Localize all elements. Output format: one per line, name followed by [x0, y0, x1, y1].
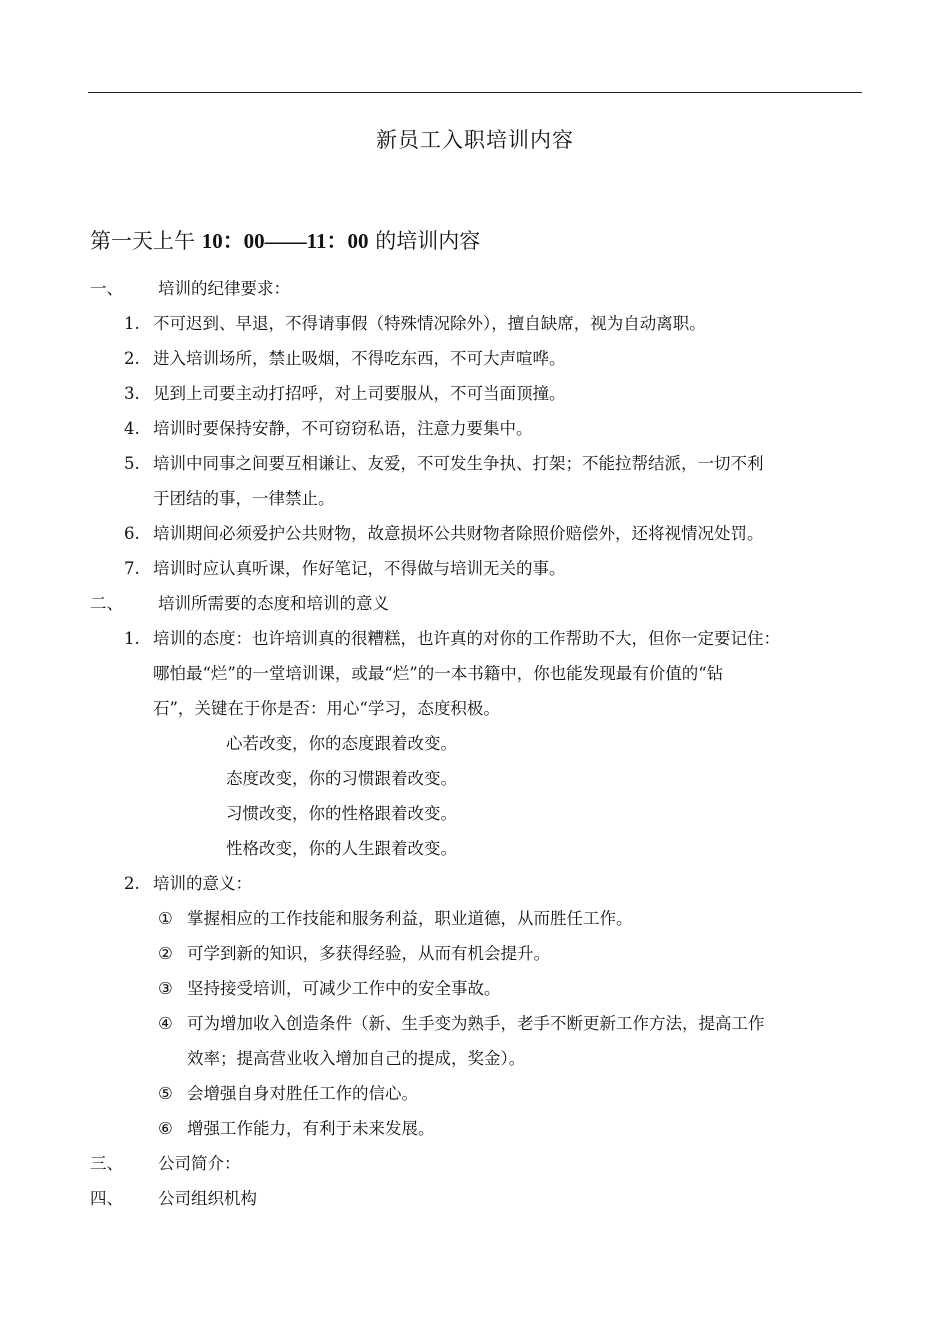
list-item-number: 4.	[124, 419, 140, 438]
benefit-number: ③	[158, 979, 173, 998]
benefit-number: ④	[158, 1014, 173, 1033]
section-2-title: 培训所需要的态度和培训的意义	[158, 594, 389, 613]
benefit-text: 掌握相应的工作技能和服务利益，职业道德，从而胜任工作。	[187, 909, 633, 928]
list-item-number: 1.	[124, 629, 140, 648]
list-item-continuation: 哪怕最“烂”的一堂培训课，或最“烂”的一本书籍中，你也能发现最有价值的“钻	[153, 664, 724, 683]
benefit-number: ②	[158, 944, 173, 963]
list-item-number: 3.	[124, 384, 140, 403]
list-item-number: 6.	[124, 524, 140, 543]
list-item-text: 培训时应认真听课，作好笔记，不得做与培训无关的事。	[153, 559, 566, 578]
benefit-text: 可学到新的知识，多获得经验，从而有机会提升。	[187, 944, 550, 963]
motto-line: 性格改变，你的人生跟着改变。	[226, 839, 457, 858]
list-item-text: 培训时要保持安静，不可窃窃私语，注意力要集中。	[153, 419, 533, 438]
section-2-number: 二、	[90, 594, 123, 613]
list-item-text-line-1: 培训中同事之间要互相谦让、友爱，不可发生争执、打架；不能拉帮结派，一切不利	[153, 454, 764, 473]
list-item-text: 不可迟到、早退，不得请事假（特殊情况除外），擅自缺席，视为自动离职。	[153, 314, 706, 333]
list-item-continuation: 石”，关键在于你是否：用心“学习，态度积极。	[153, 699, 500, 718]
list-item-number: 2.	[124, 874, 140, 893]
benefit-continuation: 效率；提高营业收入增加自己的提成，奖金）。	[187, 1049, 526, 1068]
benefit-text: 增强工作能力，有利于未来发展。	[187, 1119, 435, 1138]
benefit-number: ⑥	[158, 1119, 173, 1138]
benefit-text-line-1: 可为增加收入创造条件（新、生手变为熟手，老手不断更新工作方法，提高工作	[187, 1014, 765, 1033]
list-item-number: 5.	[124, 454, 140, 473]
list-item-text: 培训期间必须爱护公共财物，故意损坏公共财物者除照价赔偿外，还将视情况处罚。	[153, 524, 764, 543]
list-item-number: 1.	[124, 314, 140, 333]
benefit-number: ⑤	[158, 1084, 173, 1103]
list-item-text-line-1: 培训的态度：也许培训真的很糟糕，也许真的对你的工作帮助不大，但你一定要记住：	[153, 629, 780, 648]
section-3-number: 三、	[90, 1154, 123, 1173]
motto-line: 心若改变，你的态度跟着改变。	[226, 734, 457, 753]
list-item-continuation: 于团结的事，一律禁止。	[153, 489, 335, 508]
section-4-number: 四、	[90, 1189, 123, 1208]
list-item-text: 进入培训场所，禁止吸烟，不得吃东西，不可大声喧哗。	[153, 349, 566, 368]
heading-suffix: 的培训内容	[375, 229, 481, 253]
heading-time: 10：00——11：00	[201, 229, 369, 253]
motto-line: 态度改变，你的习惯跟着改变。	[226, 769, 457, 788]
section-1-number: 一、	[90, 279, 123, 298]
header-rule	[88, 92, 862, 93]
motto-line: 习惯改变，你的性格跟着改变。	[226, 804, 457, 823]
list-item-text: 培训的意义：	[153, 874, 252, 893]
list-item-number: 7.	[124, 559, 140, 578]
section-1-title: 培训的纪律要求：	[158, 279, 290, 298]
schedule-heading	[90, 225, 480, 255]
benefit-text: 会增强自身对胜任工作的信心。	[187, 1084, 418, 1103]
list-item-number: 2.	[124, 349, 140, 368]
section-3-title: 公司简介：	[158, 1154, 241, 1173]
heading-prefix: 第一天上午	[90, 229, 195, 253]
document-title: 新员工入职培训内容	[376, 128, 574, 152]
list-item-text: 见到上司要主动打招呼，对上司要服从，不可当面顶撞。	[153, 384, 566, 403]
section-4-title: 公司组织机构	[158, 1189, 257, 1208]
benefit-text: 坚持接受培训，可减少工作中的安全事故。	[187, 979, 501, 998]
benefit-number: ①	[158, 909, 173, 928]
